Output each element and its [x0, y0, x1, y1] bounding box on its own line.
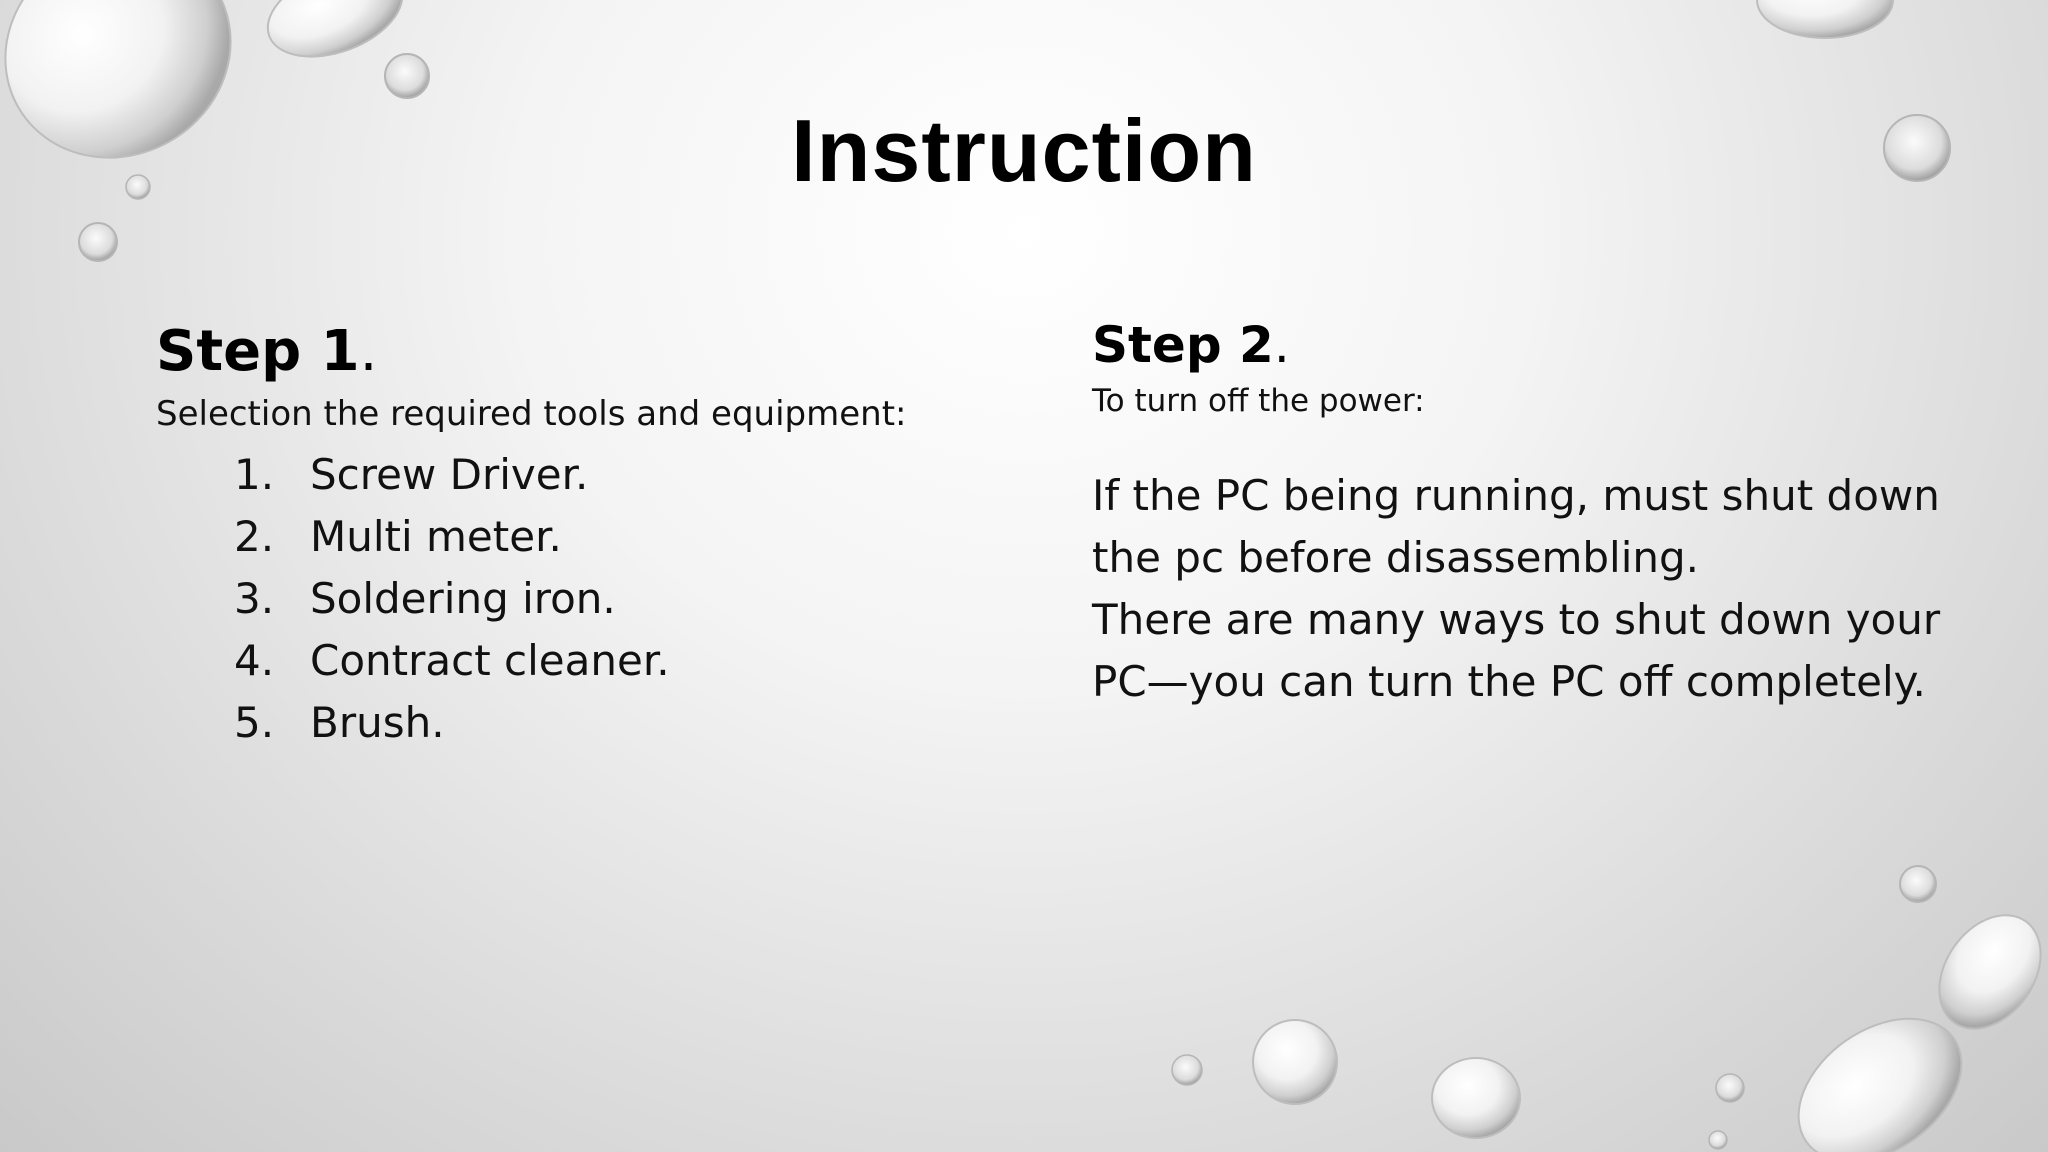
- paragraph-line: PC—you can turn the PC off completely.: [1092, 657, 1926, 706]
- list-item: [234, 568, 1056, 630]
- list-item-number: 4.: [234, 636, 275, 685]
- list-item: [234, 444, 1056, 506]
- droplet: [1172, 1055, 1202, 1085]
- step-1-heading-dot: .: [359, 319, 378, 384]
- droplet: [1253, 1020, 1337, 1104]
- droplet: [1757, 0, 1893, 38]
- step-1-section: [156, 318, 1056, 754]
- droplet: [256, 0, 415, 74]
- list-item-label: Contract cleaner.: [310, 636, 670, 685]
- step-1-subtitle: Selection the required tools and equipment:: [156, 394, 907, 434]
- list-item-number: 1.: [234, 450, 275, 499]
- list-item-number: 3.: [234, 574, 275, 623]
- droplet: [1772, 989, 1988, 1152]
- paragraph-line: There are many ways to shut down your: [1092, 595, 1941, 644]
- slide-title: Instruction: [791, 101, 1257, 200]
- step-2-section: [1092, 315, 1992, 713]
- list-item-label: Brush.: [310, 698, 445, 747]
- list-item: [234, 630, 1056, 692]
- list-item-label: Soldering iron.: [310, 574, 616, 623]
- droplet: [79, 223, 117, 261]
- tools-list: [156, 444, 1056, 754]
- paragraph-line: the pc before disassembling.: [1092, 533, 1699, 582]
- droplet: [1918, 896, 2048, 1048]
- droplet: [1709, 1131, 1727, 1149]
- droplet: [385, 54, 429, 98]
- list-item-number: 2.: [234, 512, 275, 561]
- list-item-number: 5.: [234, 698, 275, 747]
- step-1-heading-text: Step 1: [156, 319, 360, 384]
- list-item-label: Multi meter.: [310, 512, 562, 561]
- step-2-heading-dot: .: [1273, 316, 1290, 374]
- step-2-paragraph: [1092, 465, 1972, 713]
- step-2-heading-text: Step 2: [1092, 316, 1274, 374]
- droplet: [1716, 1074, 1744, 1102]
- list-item: [234, 506, 1056, 568]
- step-1-heading: [156, 318, 1056, 386]
- step-2-heading: [1092, 315, 1992, 375]
- droplet: [1900, 866, 1936, 902]
- paragraph-line: If the PC being running, must shut down: [1092, 471, 1940, 520]
- droplet: [1432, 1058, 1520, 1138]
- step-2-subtitle: To turn off the power:: [1092, 383, 1425, 419]
- list-item-label: Screw Driver.: [310, 450, 589, 499]
- list-item: [234, 692, 1056, 754]
